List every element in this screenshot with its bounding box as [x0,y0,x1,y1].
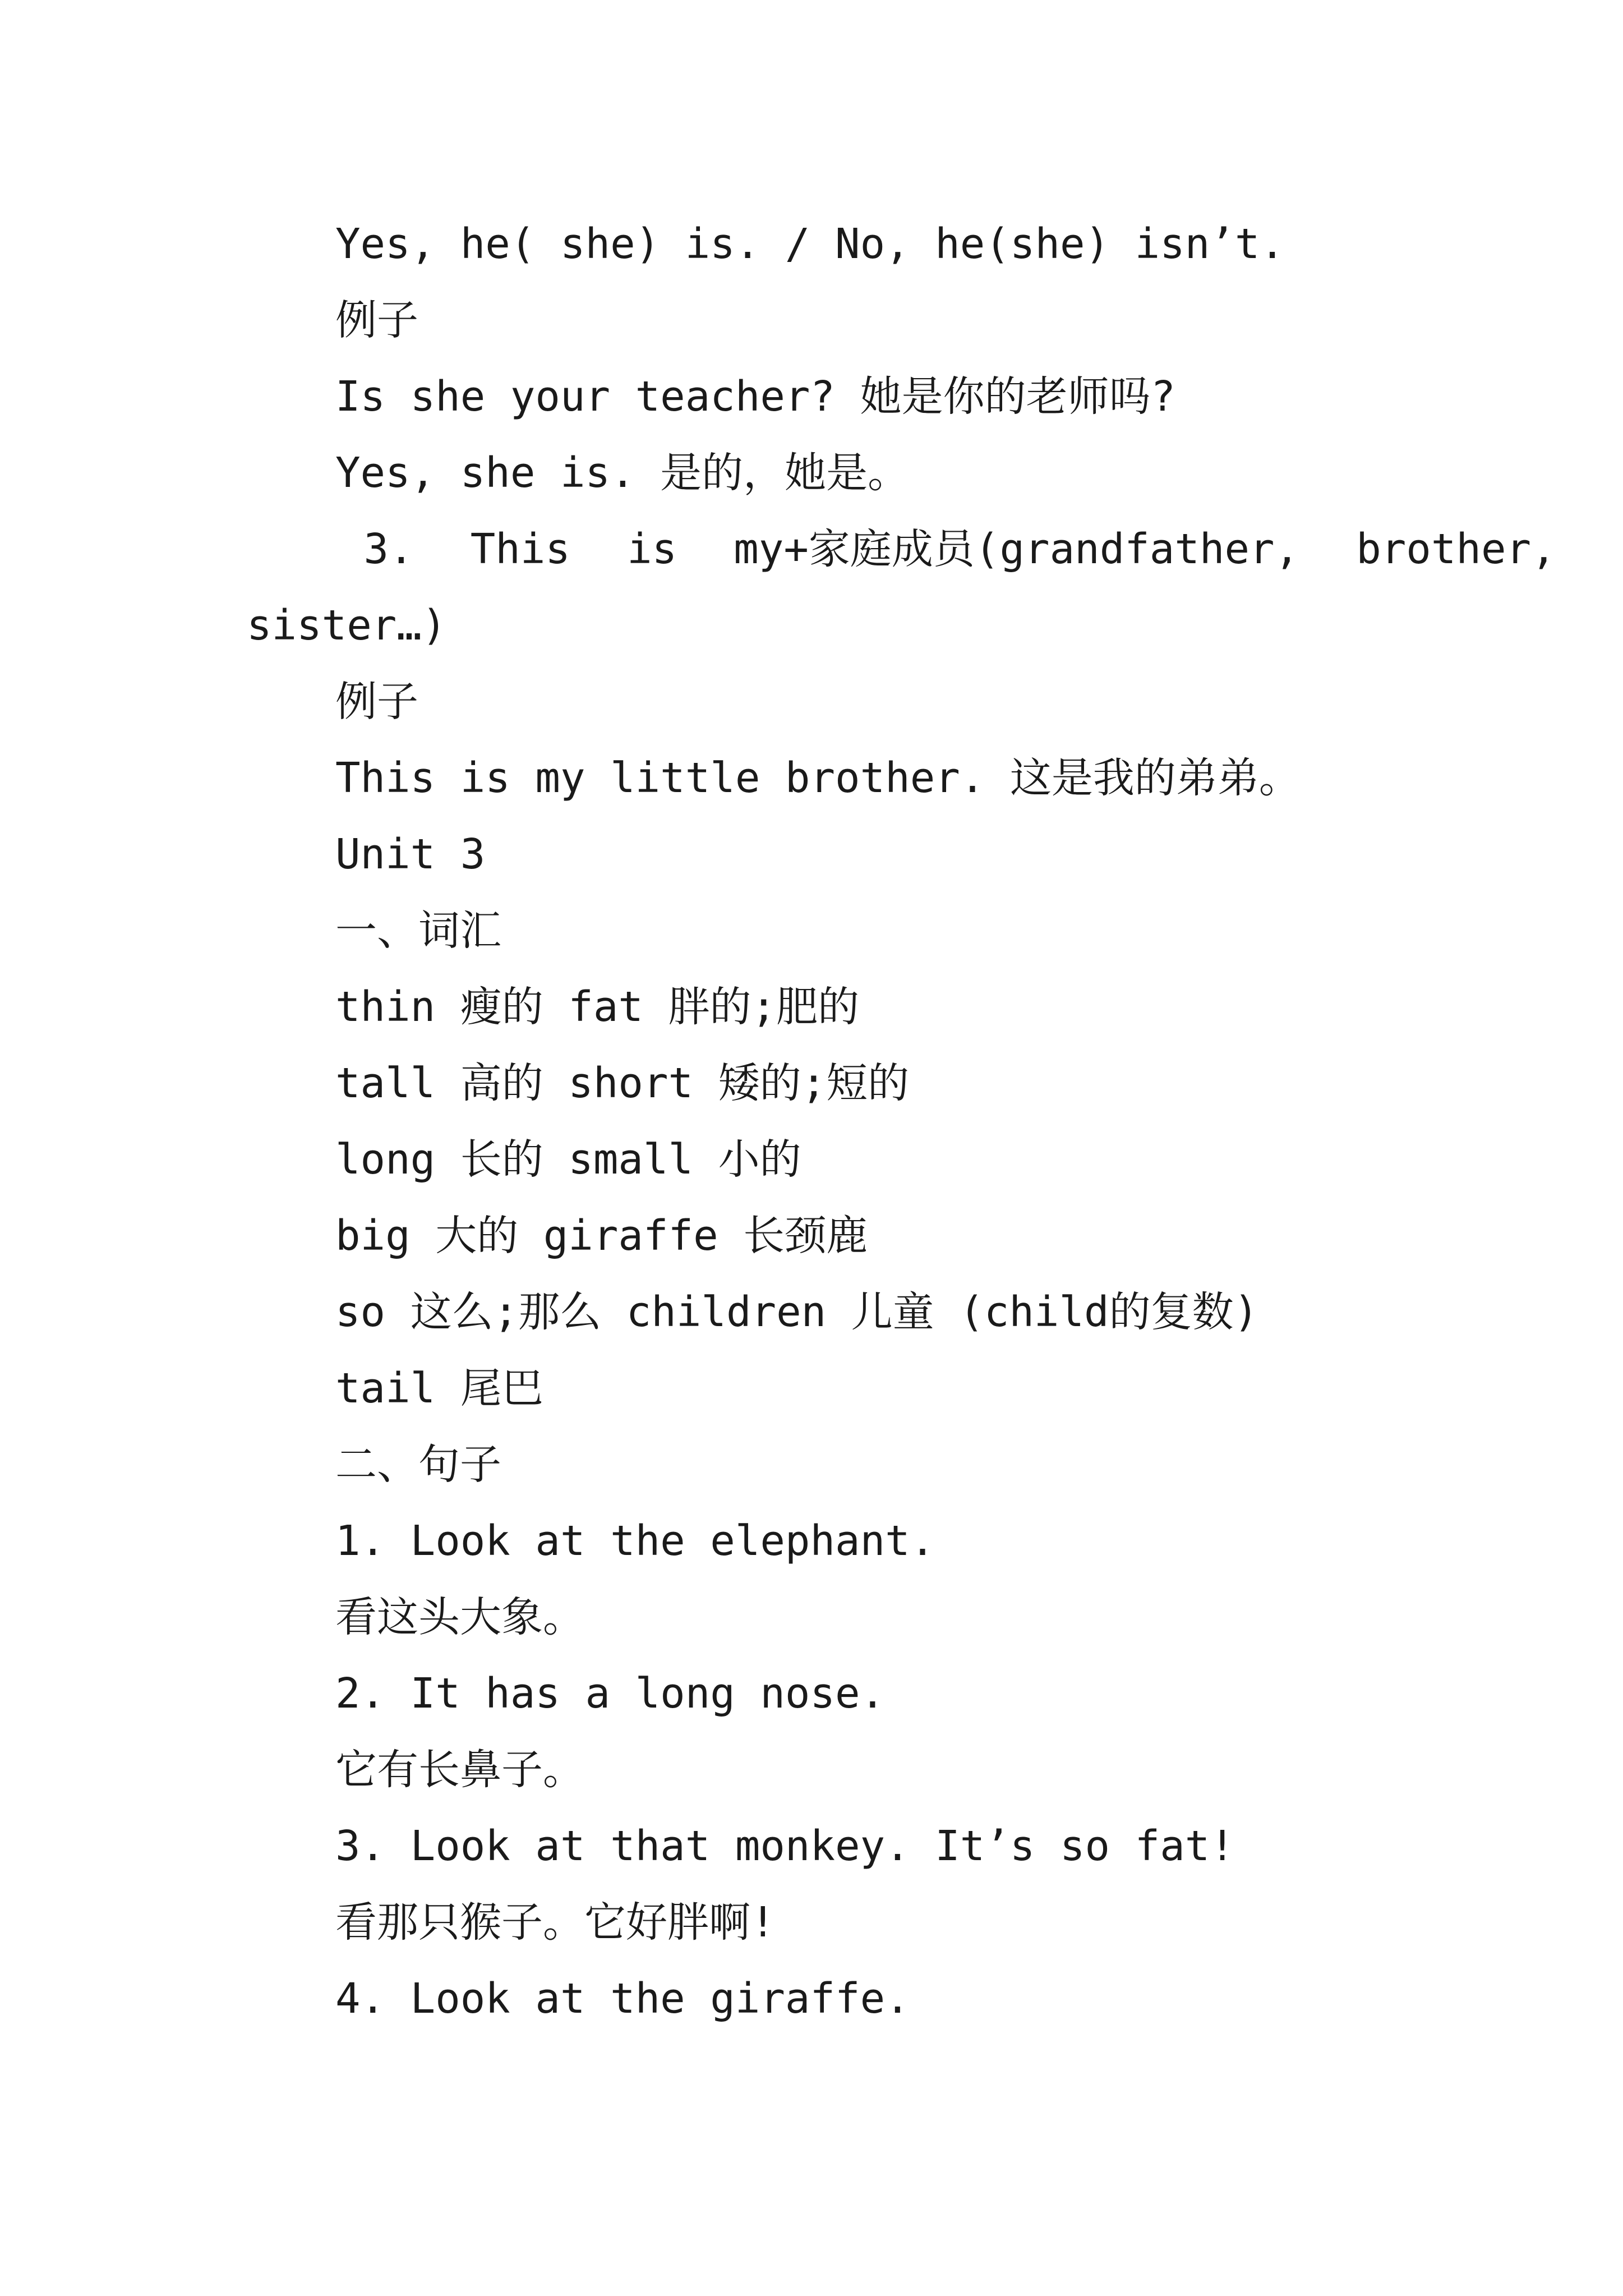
heading-unit: Unit 3 [335,830,486,878]
vocab-line: long 长的 small 小的 [335,1135,801,1184]
sentence-line: 4. Look at the giraffe. [335,1975,910,2023]
section-heading: 二、句子 [335,1441,501,1489]
vocab-line: tail 尾巴 [335,1364,543,1412]
translation-line: 看这头大象。 [335,1593,584,1641]
vocab-line: big 大的 giraffe 长颈鹿 [335,1212,868,1260]
vocab-line: so 这么;那么 children 儿童 (child的复数) [335,1288,1259,1336]
text-line: sister…) [247,601,447,650]
section-heading: 一、词汇 [335,907,501,955]
sentence-line: 1. Look at the elephant. [335,1517,935,1565]
text-line: 3. This is my+家庭成员(grandfather, brother, [335,525,1556,573]
text-line: 例子 [335,296,418,344]
text-line: Yes, she is. 是的，她是。 [335,449,910,497]
text-line: This is my little brother. 这是我的弟弟。 [335,754,1301,802]
vocab-line: tall 高的 short 矮的;短的 [335,1059,910,1107]
sentence-line: 3. Look at that monkey. It’s so fat! [335,1822,1235,1870]
sentence-line: 2. It has a long nose. [335,1669,886,1718]
vocab-line: thin 瘦的 fat 胖的;肥的 [335,983,860,1031]
translation-line: 看那只猴子。它好胖啊! [335,1898,776,1947]
text-line: 例子 [335,678,418,726]
translation-line: 它有长鼻子。 [335,1746,584,1794]
text-line: Is she your teacher? 她是你的老师吗? [335,372,1176,421]
text-line: Yes, he( she) is. / No, he(she) isn’t. [335,220,1285,268]
